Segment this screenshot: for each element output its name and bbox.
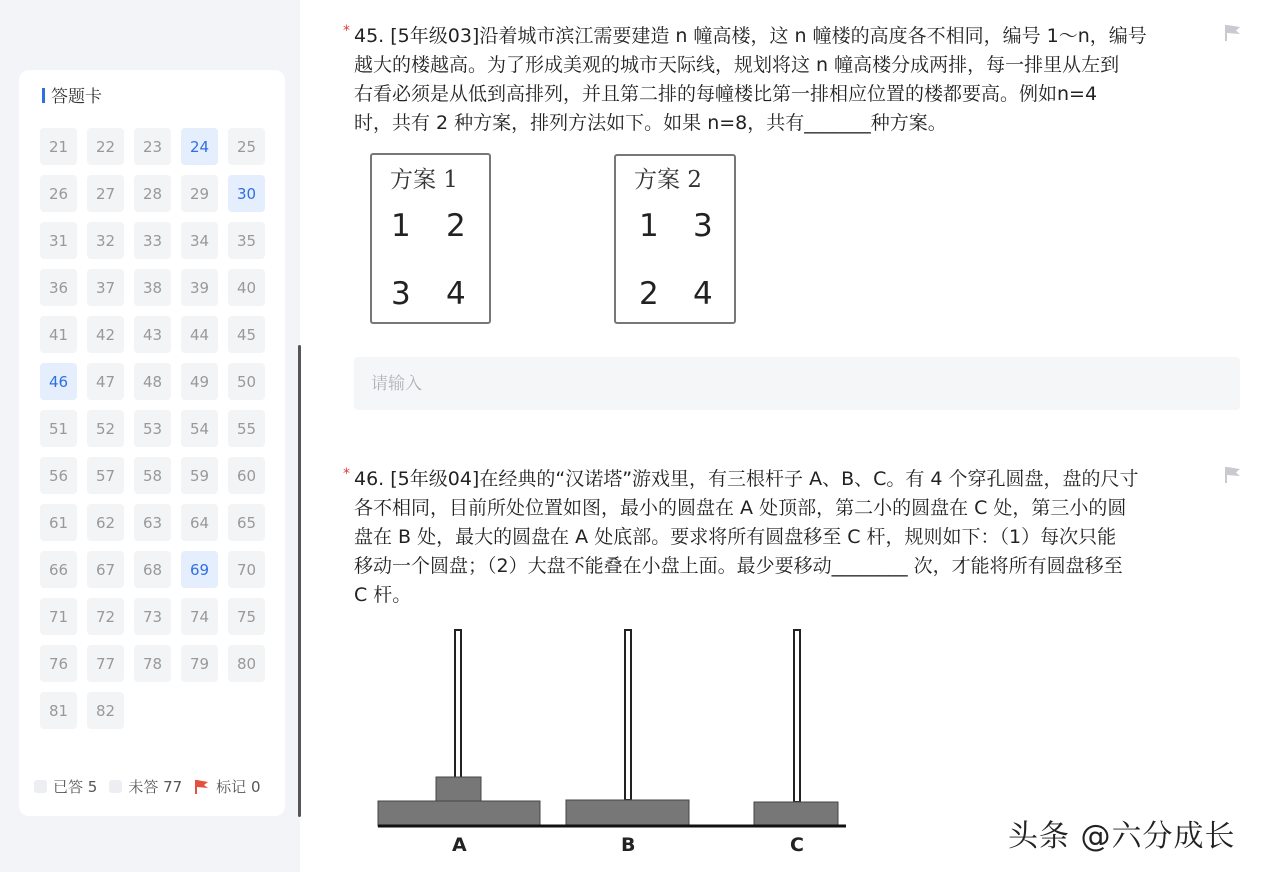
question-number-cell[interactable]: 78 bbox=[134, 645, 171, 682]
question-number-cell[interactable]: 30 bbox=[228, 175, 265, 212]
answer-card bbox=[19, 70, 285, 816]
question-number-cell[interactable]: 48 bbox=[134, 363, 171, 400]
question-number-cell[interactable]: 56 bbox=[40, 457, 77, 494]
question-number-cell[interactable]: 80 bbox=[228, 645, 265, 682]
legend-answered bbox=[34, 776, 97, 797]
answered-swatch bbox=[34, 780, 47, 793]
question-number-cell[interactable]: 65 bbox=[228, 504, 265, 541]
question-number-cell[interactable]: 81 bbox=[40, 692, 77, 729]
hanoi-diagram bbox=[360, 620, 860, 835]
flagged-count: 标记 0 bbox=[216, 778, 261, 796]
question-number-cell[interactable]: 22 bbox=[87, 128, 124, 165]
question-46-line-3: 盘在 B 处，最大的圆盘在 A 处底部。要求将所有圆盘移至 C 杆，规则如下：（1）每次只能 bbox=[354, 526, 1117, 548]
legend-flagged bbox=[194, 776, 260, 797]
question-number-cell[interactable]: 27 bbox=[87, 175, 124, 212]
peg-a bbox=[455, 630, 461, 778]
question-number-cell[interactable]: 36 bbox=[40, 269, 77, 306]
question-number-cell[interactable]: 64 bbox=[181, 504, 218, 541]
answer-card-title-text: 答题卡 bbox=[51, 87, 102, 107]
question-number-cell[interactable]: 44 bbox=[181, 316, 218, 353]
question-45-line-4: 时，共有 2 种方案，排列方法如下。如果 n=8，共有_______种方案。 bbox=[354, 112, 947, 134]
question-number-cell[interactable]: 23 bbox=[134, 128, 171, 165]
question-45-text bbox=[354, 22, 1204, 138]
question-number-cell[interactable]: 71 bbox=[40, 598, 77, 635]
red-flag-icon bbox=[194, 779, 210, 795]
question-number-cell[interactable]: 38 bbox=[134, 269, 171, 306]
question-number-cell[interactable]: 73 bbox=[134, 598, 171, 635]
question-number-cell[interactable]: 42 bbox=[87, 316, 124, 353]
required-star-46: * bbox=[343, 466, 350, 482]
question-46-text bbox=[354, 465, 1204, 610]
plan-1-num: 2 bbox=[446, 208, 466, 244]
question-number-cell[interactable]: 37 bbox=[87, 269, 124, 306]
question-number-cell[interactable]: 45 bbox=[228, 316, 265, 353]
flag-icon-46[interactable] bbox=[1224, 466, 1242, 484]
plan-2-num: 2 bbox=[639, 276, 659, 312]
question-number-cell[interactable]: 40 bbox=[228, 269, 265, 306]
question-number-cell[interactable]: 68 bbox=[134, 551, 171, 588]
question-number-cell[interactable]: 52 bbox=[87, 410, 124, 447]
question-number-cell[interactable]: 28 bbox=[134, 175, 171, 212]
question-number-cell[interactable]: 26 bbox=[40, 175, 77, 212]
question-number-cell[interactable]: 51 bbox=[40, 410, 77, 447]
peg-label-c: C bbox=[790, 834, 804, 856]
question-number-cell[interactable]: 66 bbox=[40, 551, 77, 588]
question-number-cell[interactable]: 58 bbox=[134, 457, 171, 494]
question-45-line-3: 右看必须是从低到高排列，并且第二排的每幢楼比第一排相应位置的楼都要高。例如n=4 bbox=[354, 83, 1098, 105]
question-number-cell[interactable]: 70 bbox=[228, 551, 265, 588]
disk-second bbox=[754, 802, 838, 826]
question-number-cell[interactable]: 59 bbox=[181, 457, 218, 494]
answer-card-title bbox=[42, 86, 102, 108]
legend-unanswered bbox=[109, 776, 182, 797]
question-number-cell[interactable]: 55 bbox=[228, 410, 265, 447]
plan-1-box bbox=[370, 153, 491, 324]
title-accent-bar bbox=[42, 88, 45, 103]
peg-label-a: A bbox=[452, 834, 467, 856]
question-number-cell[interactable]: 63 bbox=[134, 504, 171, 541]
question-45-line-1: 45. [5年级03]沿着城市滨江需要建造 n 幢高楼，这 n 幢楼的高度各不相同，编号 1～n，编号 bbox=[354, 25, 1147, 47]
question-number-cell[interactable]: 33 bbox=[134, 222, 171, 259]
question-number-cell[interactable]: 62 bbox=[87, 504, 124, 541]
plan-1-title: 方案 1 bbox=[390, 167, 458, 193]
question-number-cell[interactable]: 41 bbox=[40, 316, 77, 353]
question-number-cell[interactable]: 82 bbox=[87, 692, 124, 729]
watermark: 头条 @六分成长 bbox=[1008, 819, 1236, 854]
question-number-cell[interactable]: 25 bbox=[228, 128, 265, 165]
question-number-cell[interactable]: 50 bbox=[228, 363, 265, 400]
question-number-cell[interactable]: 47 bbox=[87, 363, 124, 400]
question-46-line-5: C 杆。 bbox=[354, 584, 412, 606]
question-number-cell[interactable]: 31 bbox=[40, 222, 77, 259]
answered-count: 已答 5 bbox=[53, 778, 98, 796]
question-46-line-4: 移动一个圆盘；（2）大盘不能叠在小盘上面。最少要移动________ 次，才能将所有圆盘移至 bbox=[354, 555, 1123, 577]
question-number-cell[interactable]: 67 bbox=[87, 551, 124, 588]
flag-icon-45[interactable] bbox=[1224, 24, 1242, 42]
plan-1-num: 4 bbox=[446, 276, 466, 312]
question-number-cell[interactable]: 46 bbox=[40, 363, 77, 400]
question-number-cell[interactable]: 29 bbox=[181, 175, 218, 212]
question-number-cell[interactable]: 75 bbox=[228, 598, 265, 635]
peg-b bbox=[625, 630, 631, 800]
plan-2-num: 1 bbox=[639, 208, 659, 244]
question-number-cell[interactable]: 79 bbox=[181, 645, 218, 682]
peg-label-b: B bbox=[621, 834, 636, 856]
question-number-cell[interactable]: 21 bbox=[40, 128, 77, 165]
answer-input-45[interactable] bbox=[354, 357, 1240, 410]
plan-2-box bbox=[614, 154, 736, 324]
plan-1-num: 1 bbox=[391, 208, 411, 244]
question-number-cell[interactable]: 54 bbox=[181, 410, 218, 447]
question-number-cell[interactable]: 72 bbox=[87, 598, 124, 635]
question-number-cell[interactable]: 76 bbox=[40, 645, 77, 682]
question-number-cell[interactable]: 57 bbox=[87, 457, 124, 494]
question-number-cell[interactable]: 49 bbox=[181, 363, 218, 400]
disk-smallest bbox=[436, 777, 481, 801]
plan-1-num: 3 bbox=[391, 276, 411, 312]
question-number-cell[interactable]: 24 bbox=[181, 128, 218, 165]
question-number-cell[interactable]: 61 bbox=[40, 504, 77, 541]
disk-largest bbox=[378, 801, 540, 826]
question-number-cell[interactable]: 74 bbox=[181, 598, 218, 635]
required-star-45: * bbox=[343, 23, 350, 39]
question-number-cell[interactable]: 53 bbox=[134, 410, 171, 447]
plan-2-num: 3 bbox=[693, 208, 713, 244]
unanswered-count: 未答 77 bbox=[128, 778, 183, 796]
question-number-cell[interactable]: 60 bbox=[228, 457, 265, 494]
question-number-cell[interactable]: 69 bbox=[181, 551, 218, 588]
question-number-cell[interactable]: 32 bbox=[87, 222, 124, 259]
question-number-cell[interactable]: 77 bbox=[87, 645, 124, 682]
plan-2-num: 4 bbox=[693, 276, 713, 312]
question-number-cell[interactable]: 34 bbox=[181, 222, 218, 259]
question-46-line-2: 各不相同，目前所处位置如图，最小的圆盘在 A 处顶部，第二小的圆盘在 C 处，第三小的圆 bbox=[354, 497, 1127, 519]
scrollbar[interactable] bbox=[298, 345, 301, 817]
peg-c bbox=[794, 630, 800, 802]
disk-third bbox=[566, 800, 689, 826]
answer-legend bbox=[34, 776, 272, 797]
plan-2-title: 方案 2 bbox=[634, 167, 702, 193]
question-number-cell[interactable]: 43 bbox=[134, 316, 171, 353]
question-45-line-2: 越大的楼越高。为了形成美观的城市天际线，规划将这 n 幢高楼分成两排，每一排里从左到 bbox=[354, 54, 1120, 76]
question-number-cell[interactable]: 35 bbox=[228, 222, 265, 259]
unanswered-swatch bbox=[109, 780, 122, 793]
question-grid-viewport[interactable] bbox=[19, 118, 285, 748]
question-46-line-1: 46. [5年级04]在经典的“汉诺塔”游戏里，有三根杆子 A、B、C。有 4 个穿孔圆盘，盘的尺寸 bbox=[354, 468, 1139, 490]
question-number-cell[interactable]: 39 bbox=[181, 269, 218, 306]
